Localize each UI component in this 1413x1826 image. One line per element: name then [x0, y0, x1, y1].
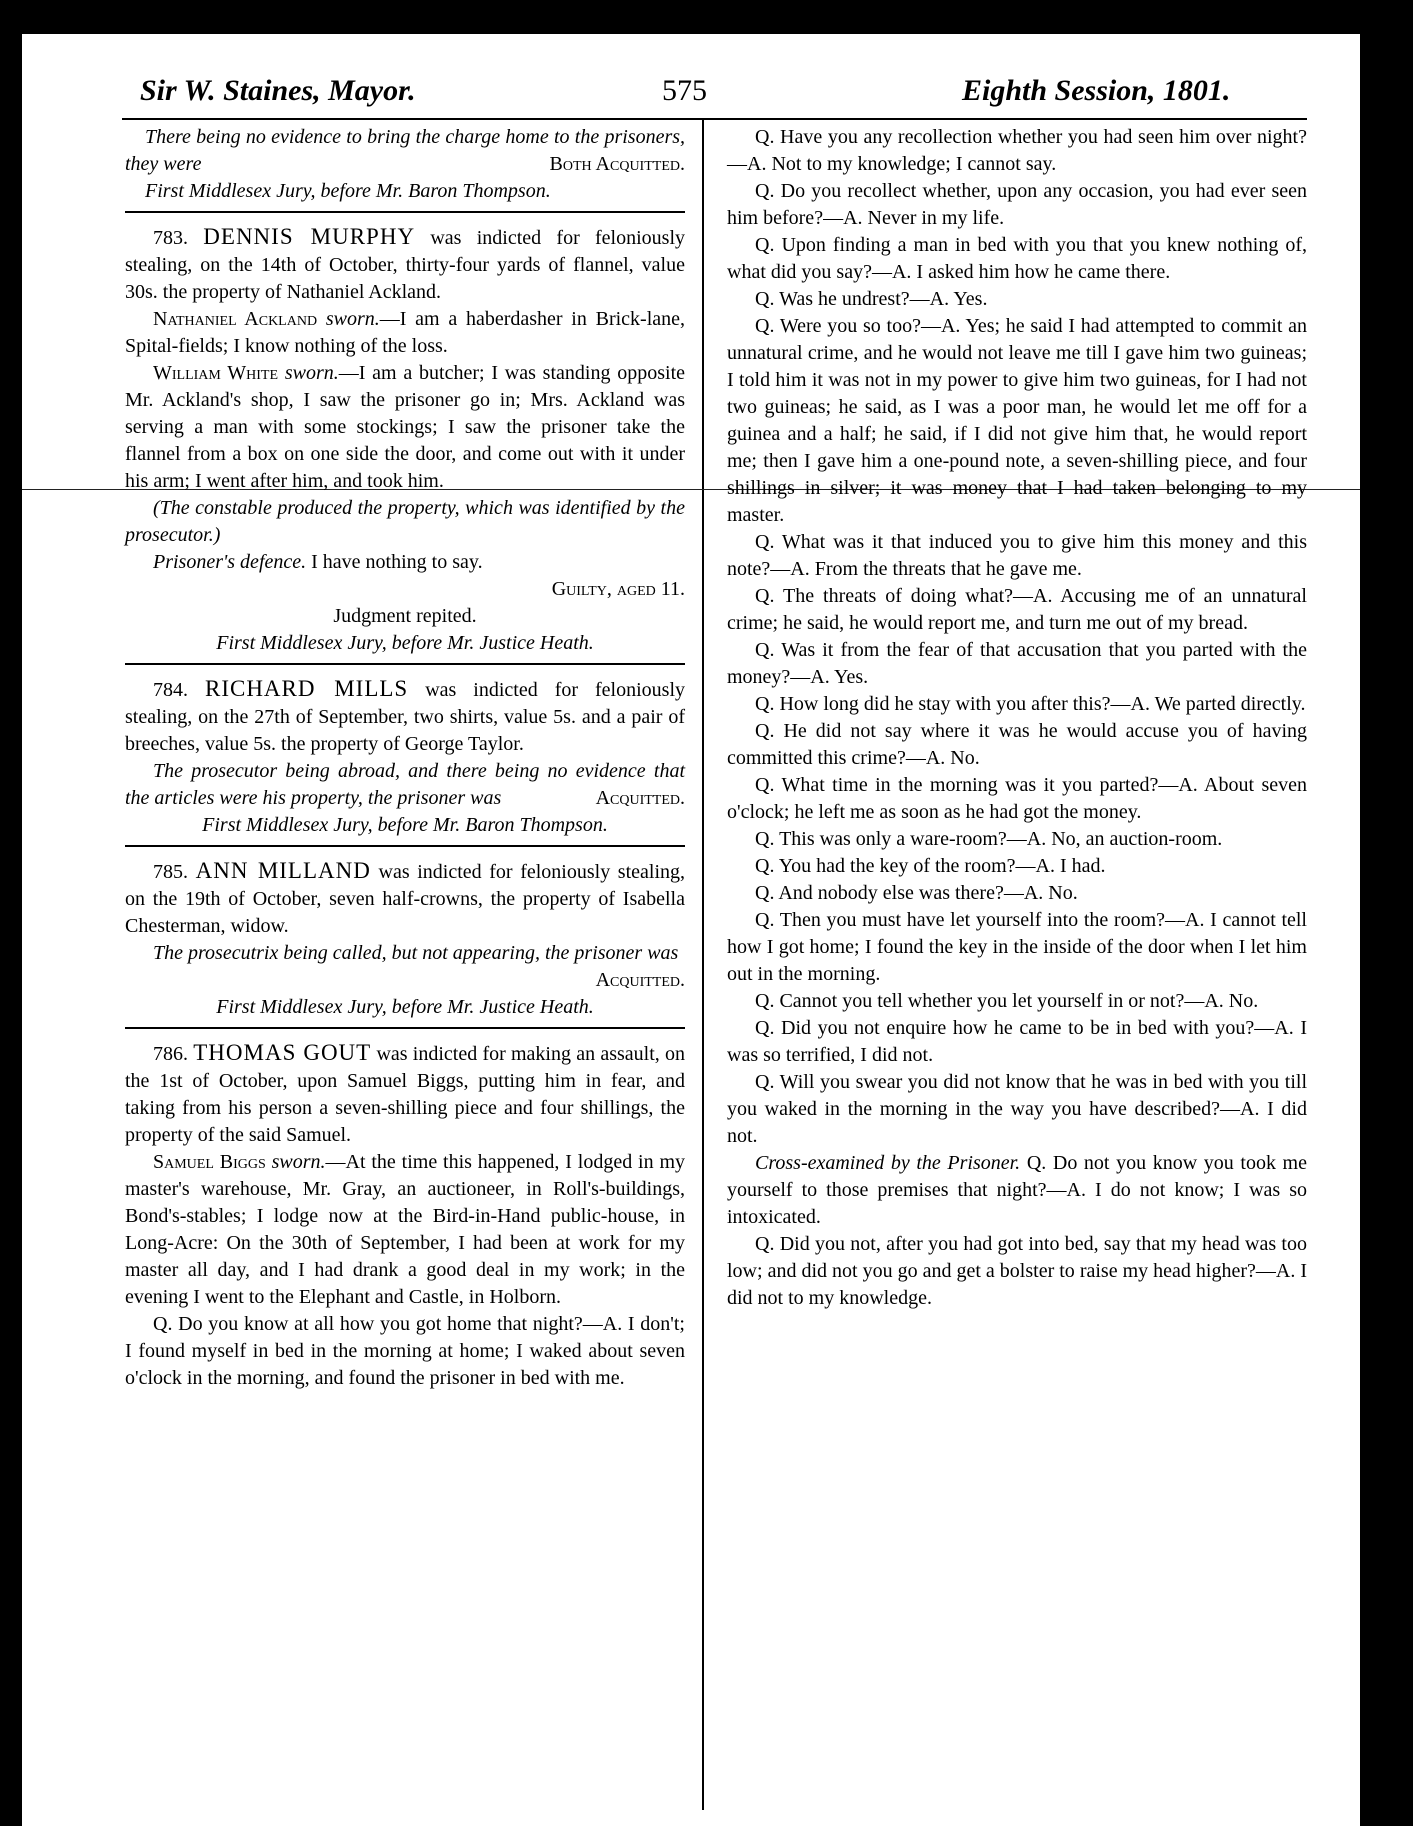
qa-entry: Q. He did not say where it was he would accuse you of having committed this crime?—A. No.	[727, 720, 1307, 769]
defendant-name: DENNIS MURPHY	[203, 224, 416, 249]
witness-testimony	[125, 306, 685, 360]
prisoner-defence	[125, 549, 685, 576]
column-divider	[702, 120, 704, 1810]
document-page	[22, 34, 1360, 1826]
qa-entry: Q. Have you any recollection whether you had seen him over night?—A. Not to my knowledge; I cannot say.	[727, 126, 1307, 175]
case-separator	[125, 211, 685, 213]
case-note-text: The prosecutrix being called, but not appearing, the prisoner was	[153, 942, 679, 964]
prev-case-line2: the prisoners, they were	[125, 126, 686, 175]
page-number: 575	[662, 74, 707, 107]
cross-qa-text: Q. Do not you know you took me yourself to those premises that night?—A. I do not know; I was so intoxicated.	[727, 1152, 1307, 1228]
cross-exam-label: Cross-examined by the Prisoner.	[755, 1152, 1021, 1174]
case-783	[125, 223, 685, 306]
qa-entry: Q. Were you so too?—A. Yes; he said I had attempted to commit an unnatural crime, and he would not leave me till I gave him two guineas; I told him it was not in my power to give him two guineas, for I had not two guineas; he said, as I was a poor man, he would let me off for a guinea and a half; he said, if I did not give him that, he would report me; then I gave him a one-pound note, a seven-shilling piece, and four shillings in silver; it was money that I had taken belonging to my master.	[727, 315, 1307, 526]
verdict: Acquitted.	[595, 787, 685, 809]
judgment: Judgment repited.	[333, 605, 477, 627]
prev-case-jury: First Middlesex Jury, before Mr. Baron Thompson.	[145, 180, 551, 202]
case-note	[125, 758, 685, 812]
verdict: Acquitted.	[595, 969, 685, 991]
case-number: 786.	[153, 1043, 188, 1065]
qa-entry: Q. The threats of doing what?—A. Accusing me of an unnatural crime; he said, he would report me, and turn me out of my bread.	[727, 585, 1307, 634]
witness-name: Samuel Biggs	[153, 1151, 266, 1173]
cross-examination	[727, 1150, 1307, 1231]
qa-entry: Q. Did you not enquire how he came to be in bed with you?—A. I was so terrified, I did not.	[727, 1017, 1307, 1066]
qa-entry: Q. Cannot you tell whether you let yourself in or not?—A. No.	[755, 990, 1259, 1012]
indictment-text: was indicted for making an assault, on the 1st of October, upon Samuel Biggs, putting him in fear, and taking from his person a seven-shilling piece and four shillings, the property of the said Samuel.	[125, 1043, 685, 1146]
sworn-label: sworn.	[271, 1151, 326, 1173]
indictment-text: was indicted for feloniously stealing, on the 27th of September, two shirts, value 5s. and a pair of breeches, value 5s. the property of George Taylor.	[125, 679, 686, 755]
right-column	[727, 124, 1307, 1312]
qa-entry: Q. Do you recollect whether, upon any occasion, you had ever seen him before?—A. Never in my life.	[727, 180, 1307, 229]
case-note-text: The prosecutor being abroad, and there being no evidence that the articles were his property, the prisoner was	[125, 760, 685, 809]
defendant-name: THOMAS GOUT	[193, 1040, 372, 1065]
witness-testimony	[125, 360, 685, 495]
verdict: Guilty, aged 11.	[551, 578, 685, 600]
qa-entry: Q. Was he undrest?—A. Yes.	[755, 288, 988, 310]
defence-label: Prisoner's defence.	[153, 551, 307, 573]
indictment-text: was indicted for feloniously stealing, on the 14th of October, thirty-four yards of flannel, value 30s. the property of Nathaniel Ackland.	[125, 227, 686, 303]
indictment-text: was indicted for feloniously stealing, on the 19th of October, seven half-crowns, the property of Isabella Chesterman, widow.	[125, 861, 686, 937]
jury-line: First Middlesex Jury, before Mr. Justice Heath.	[216, 632, 594, 654]
qa-entry: Q. This was only a ware-room?—A. No, an auction-room.	[755, 828, 1223, 850]
page-header	[22, 34, 1360, 118]
testimony-text: —I am a haberdasher in Brick-lane, Spital-fields; I know nothing of the loss.	[125, 308, 686, 357]
qa-entry: Q. Was it from the fear of that accusation that you parted with the money?—A. Yes.	[727, 639, 1307, 688]
qa-entry: Q. Then you must have let yourself into the room?—A. I cannot tell how I got home; I found the key in the inside of the door when I let him out in the morning.	[727, 909, 1307, 985]
qa-entry: Q. What time in the morning was it you parted?—A. About seven o'clock; he left me as soon as he had got the money.	[727, 774, 1307, 823]
qa-entry: Q. What was it that induced you to give him this money and this note?—A. From the threats that he gave me.	[727, 531, 1307, 580]
header-rule	[122, 118, 1307, 120]
jury-line: First Middlesex Jury, before Mr. Baron Thompson.	[202, 814, 608, 836]
sworn-label: sworn.	[325, 308, 380, 330]
case-785	[125, 857, 685, 940]
case-number: 783.	[153, 227, 188, 249]
testimony-text: —I am a butcher; I was standing opposite Mr. Ackland's shop, I saw the prisoner go in; Mrs. Ackland was serving a man with some stockings; I saw the prisoner take the flannel from a box on one side the door, and come out with it under his arm; I went after him, and took him.	[125, 362, 685, 492]
case-separator	[125, 845, 685, 847]
prev-case-verdict: Both Acquitted.	[549, 153, 685, 175]
case-note	[125, 940, 685, 991]
qa-entry: Q. Did you not, after you had got into bed, say that my head was too low; and did not you go and get a bolster to raise my head higher?—A. I did not to my knowledge.	[727, 1233, 1307, 1309]
sworn-label: sworn.	[284, 362, 339, 384]
testimony-text: —At the time this happened, I lodged in my master's warehouse, Mr. Gray, an auctioneer, in Roll's-buildings, Bond's-stables; I lodge now at the Bird-in-Hand public-house, in Long-Acre: On the 30th of September, I had been at work for my master all day, and I had drank a good deal in my work; in the evening I went to the Elephant and Castle, in Holborn.	[125, 1151, 686, 1308]
case-786	[125, 1039, 685, 1149]
witness-name: Nathaniel Ackland	[153, 308, 318, 330]
defendant-name: ANN MILLAND	[195, 858, 371, 883]
case-number: 784.	[153, 679, 188, 701]
case-784	[125, 675, 685, 758]
witness-name: William White	[153, 362, 279, 384]
defence-text: I have nothing to say.	[311, 551, 483, 573]
prev-case-text	[125, 124, 685, 178]
qa-entry: Q. Do you know at all how you got home that night?—A. I don't; I found myself in bed in the morning at home; I waked about seven o'clock in the morning, and found the prisoner in bed with me.	[125, 1313, 685, 1389]
qa-entry: Q. Upon finding a man in bed with you that you knew nothing of, what did you say?—A. I asked him how he came there.	[727, 234, 1307, 283]
jury-line: First Middlesex Jury, before Mr. Justice Heath.	[216, 996, 594, 1018]
prev-case-line1: There being no evidence to bring the charge home to	[145, 126, 570, 148]
qa-entry: Q. How long did he stay with you after this?—A. We parted directly.	[755, 693, 1306, 715]
qa-entry: Q. Will you swear you did not know that he was in bed with you till you waked in the morning in the way you have described?—A. I did not.	[727, 1071, 1307, 1147]
header-mayor: Sir W. Staines, Mayor.	[140, 74, 416, 107]
case-separator	[125, 1027, 685, 1029]
witness-testimony	[125, 1149, 685, 1311]
defendant-name: RICHARD MILLS	[204, 676, 409, 701]
case-note: (The constable produced the property, which was identified by the prosecutor.)	[125, 497, 685, 546]
header-session: Eighth Session, 1801.	[962, 74, 1231, 107]
case-number: 785.	[153, 861, 188, 883]
qa-entry: Q. You had the key of the room?—A. I had.	[755, 855, 1106, 877]
left-column	[125, 124, 685, 1392]
case-separator	[125, 663, 685, 665]
qa-entry: Q. And nobody else was there?—A. No.	[755, 882, 1078, 904]
